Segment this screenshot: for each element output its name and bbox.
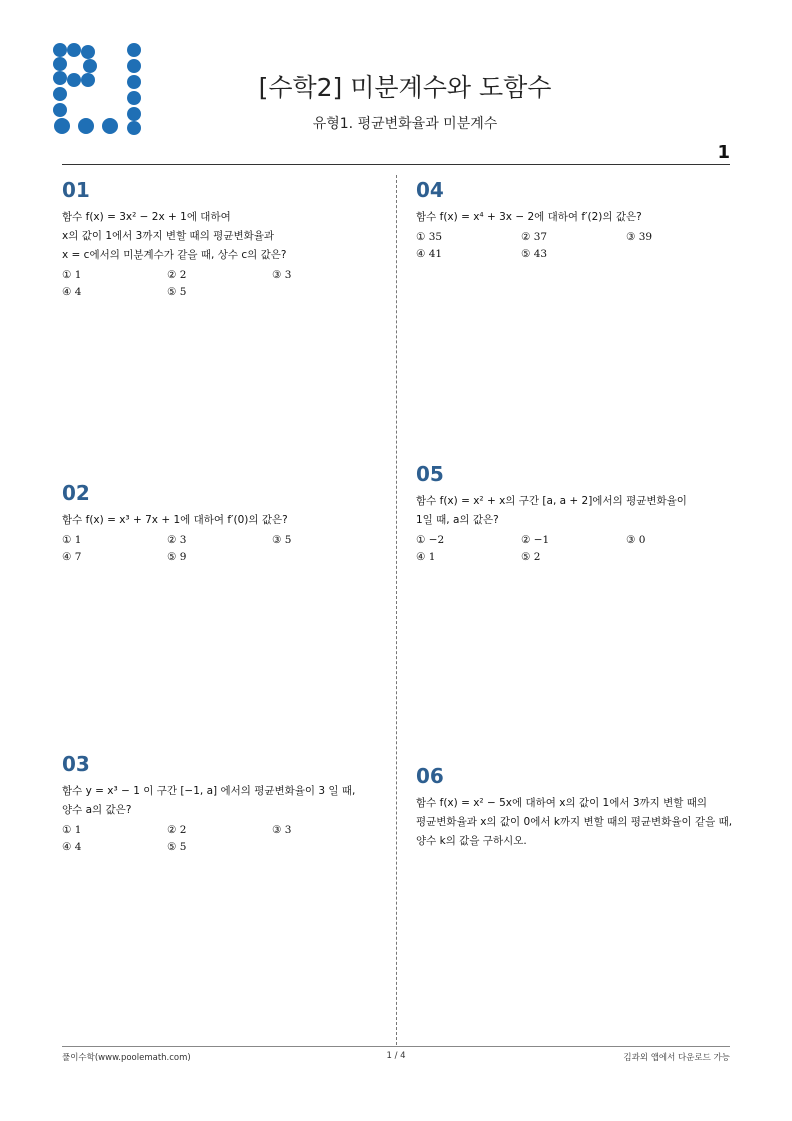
- column-divider: [396, 175, 397, 1045]
- choice[interactable]: ③ 39: [626, 231, 653, 243]
- question-06: [416, 764, 746, 851]
- question-text-line: 함수 f(x) = x² − 5x에 대하여 x의 값이 1에서 3까지 변할 때의: [416, 797, 708, 809]
- question-text-line: 함수 f(x) = x² + x의 구간 [a, a + 2]에서의 평균변화율이: [416, 495, 687, 507]
- choice[interactable]: ④ 41: [416, 248, 443, 260]
- choice[interactable]: ③ 3: [272, 824, 292, 836]
- header-divider: [62, 164, 730, 165]
- footer-page: 1 / 4: [386, 1051, 406, 1061]
- question-03: [62, 752, 372, 853]
- choice[interactable]: ④ 4: [62, 286, 82, 298]
- choice[interactable]: ④ 4: [62, 841, 82, 853]
- choice[interactable]: ④ 1: [416, 551, 436, 563]
- choice[interactable]: ① 1: [62, 269, 82, 281]
- question-number: 04: [416, 178, 444, 202]
- choice[interactable]: ⑤ 5: [167, 841, 187, 853]
- choice[interactable]: ① 1: [62, 824, 82, 836]
- question-number: 03: [62, 752, 90, 776]
- choice[interactable]: ① −2: [416, 534, 445, 546]
- page-number: 1: [717, 142, 730, 163]
- question-text-line: 함수 f(x) = 3x² − 2x + 1에 대하여: [62, 211, 231, 223]
- choice[interactable]: ② 37: [521, 231, 548, 243]
- question-text-line: x = c에서의 미분계수가 같을 때, 상수 c의 값은?: [62, 249, 287, 261]
- choice[interactable]: ② 2: [167, 269, 187, 281]
- footer-download-note: 김과외 앱에서 다운로드 가능: [623, 1053, 730, 1063]
- question-text-line: 함수 f(x) = x³ + 7x + 1에 대하여 f′(0)의 값은?: [62, 514, 288, 526]
- question-number: 01: [62, 178, 90, 202]
- choice[interactable]: ④ 7: [62, 551, 82, 563]
- question-text-line: 양수 k의 값을 구하시오.: [416, 835, 527, 847]
- choice[interactable]: ① 1: [62, 534, 82, 546]
- page-subtitle: 유형1. 평균변화율과 미분계수: [312, 116, 498, 132]
- footer-divider: [62, 1046, 730, 1047]
- page-title: [수학2] 미분계수와 도함수: [258, 73, 552, 102]
- question-text-line: x의 값이 1에서 3까지 변할 때의 평균변화율과: [62, 230, 275, 242]
- footer-source: 풀이수학(www.poolemath.com): [62, 1053, 191, 1063]
- question-text-line: 함수 y = x³ − 1 이 구간 [−1, a] 에서의 평균변화율이 3 일 때,: [62, 785, 356, 797]
- question-number: 02: [62, 481, 90, 505]
- question-number: 06: [416, 764, 444, 788]
- choice[interactable]: ③ 3: [272, 269, 292, 281]
- choice[interactable]: ⑤ 5: [167, 286, 187, 298]
- question-text-line: 양수 a의 값은?: [62, 804, 132, 816]
- choice[interactable]: ⑤ 9: [167, 551, 187, 563]
- question-02: [62, 481, 372, 563]
- question-05: [416, 462, 726, 563]
- choice[interactable]: ① 35: [416, 231, 443, 243]
- choice[interactable]: ② −1: [521, 534, 550, 546]
- choice[interactable]: ⑤ 43: [521, 248, 548, 260]
- choice[interactable]: ③ 0: [626, 534, 646, 546]
- question-text-line: 1일 때, a의 값은?: [416, 514, 499, 526]
- choice[interactable]: ⑤ 2: [521, 551, 541, 563]
- question-number: 05: [416, 462, 444, 486]
- choice[interactable]: ② 3: [167, 534, 187, 546]
- question-text-line: 평균변화율과 x의 값이 0에서 k까지 변할 때의 평균변화율이 같을 때,: [416, 816, 733, 828]
- choice[interactable]: ③ 5: [272, 534, 292, 546]
- question-04: [416, 178, 726, 260]
- poolemath-logo: [52, 42, 146, 136]
- question-text-line: 함수 f(x) = x⁴ + 3x − 2에 대하여 f′(2)의 값은?: [416, 211, 642, 223]
- choice[interactable]: ② 2: [167, 824, 187, 836]
- question-01: [62, 178, 372, 298]
